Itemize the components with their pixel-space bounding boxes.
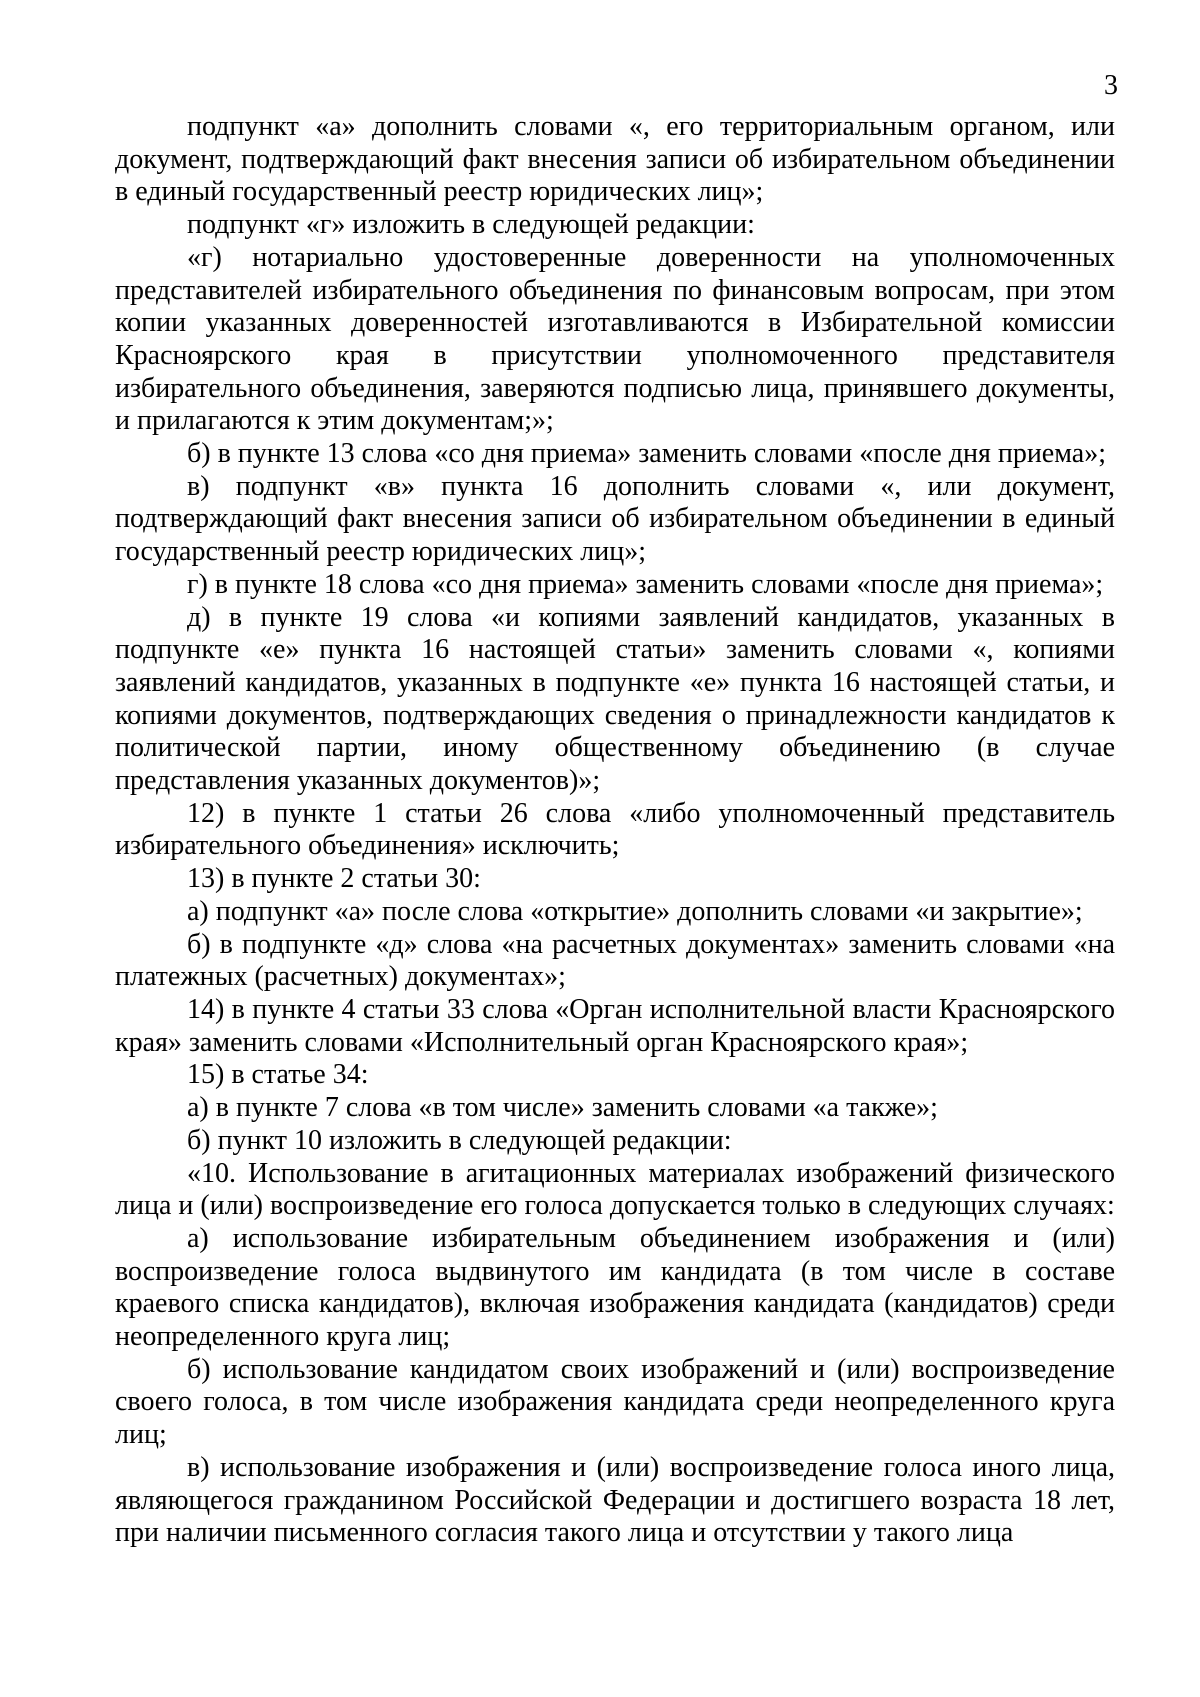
paragraph: а) использование избирательным объединением изображения и (или) воспроизведение голоса выдвинутого им кандидата (в том числе в составе краевого списка кандидатов), включая изображения кандидата (кандидатов) среди неопределенного круга лиц; — [115, 1222, 1115, 1353]
paragraph: 14) в пункте 4 статьи 33 слова «Орган исполнительной власти Красноярского края» заменить словами «Исполнительный орган Красноярского края»; — [115, 993, 1115, 1058]
paragraph: «10. Использование в агитационных материалах изображений физического лица и (или) воспроизведение его голоса допускается только в следующих случаях: — [115, 1157, 1115, 1222]
paragraph: а) в пункте 7 слова «в том числе» заменить словами «а также»; — [187, 1092, 938, 1124]
paragraph: подпункт «а» дополнить словами «, его территориальным органом, или документ, подтверждающий факт внесения записи об избирательном объединении в единый государственный реестр юридических лиц»; — [115, 111, 1115, 208]
paragraph: б) в подпункте «д» слова «на расчетных документах» заменить словами «на платежных (расчетных) документах»; — [115, 928, 1115, 993]
paragraph: 12) в пункте 1 статьи 26 слова «либо уполномоченный представитель избирательного объединения» исключить; — [115, 797, 1115, 862]
paragraph: 13) в пункте 2 статьи 30: — [187, 863, 481, 895]
paragraph: подпункт «г» изложить в следующей редакции: — [187, 209, 755, 241]
paragraph: в) использование изображения и (или) воспроизведение голоса иного лица, являющегося гражданином Российской Федерации и достигшего возраста 18 лет, при наличии письменного согласия такого лица и отсутствии у такого лица — [115, 1451, 1115, 1549]
paragraph: 15) в статье 34: — [187, 1059, 369, 1091]
paragraph: «г) нотариально удостоверенные доверенности на уполномоченных представителей избирательного объединения по финансовым вопросам, при этом копии указанных доверенностей изготавливаются в Избирательной комиссии Красноярского края в присутствии уполномоченного представителя избирательного объединения, заверяются подписью лица, принявшего документы, и прилагаются к этим документам;»; — [115, 241, 1115, 437]
paragraph: а) подпункт «а» после слова «открытие» дополнить словами «и закрытие»; — [187, 895, 1083, 927]
page-number: 3 — [1104, 70, 1118, 101]
paragraph: в) подпункт «в» пункта 16 дополнить словами «, или документ, подтверждающий факт внесения записи об избирательном объединении в единый государственный реестр юридических лиц»; — [115, 470, 1115, 568]
paragraph: б) пункт 10 изложить в следующей редакции: — [187, 1124, 732, 1156]
paragraph: б) в пункте 13 слова «со дня приема» заменить словами «после дня приема»; — [187, 438, 1106, 470]
paragraph: г) в пункте 18 слова «со дня приема» заменить словами «после дня приема»; — [187, 568, 1104, 600]
document-body — [115, 111, 1115, 1550]
paragraph: д) в пункте 19 слова «и копиями заявлений кандидатов, указанных в подпункте «е» пункта 16 настоящей статьи» заменить словами «, копиями заявлений кандидатов, указанных в подпункте «е» пункта 16 настоящей статьи, и копиями документов, подтверждающих сведения о принадлежности кандидатов к политической партии, иному общественному объединению (в случае представления указанных документов)»; — [115, 601, 1115, 797]
paragraph: б) использование кандидатом своих изображений и (или) воспроизведение своего голоса, в том числе изображения кандидата среди неопределенного круга лиц; — [115, 1353, 1115, 1451]
